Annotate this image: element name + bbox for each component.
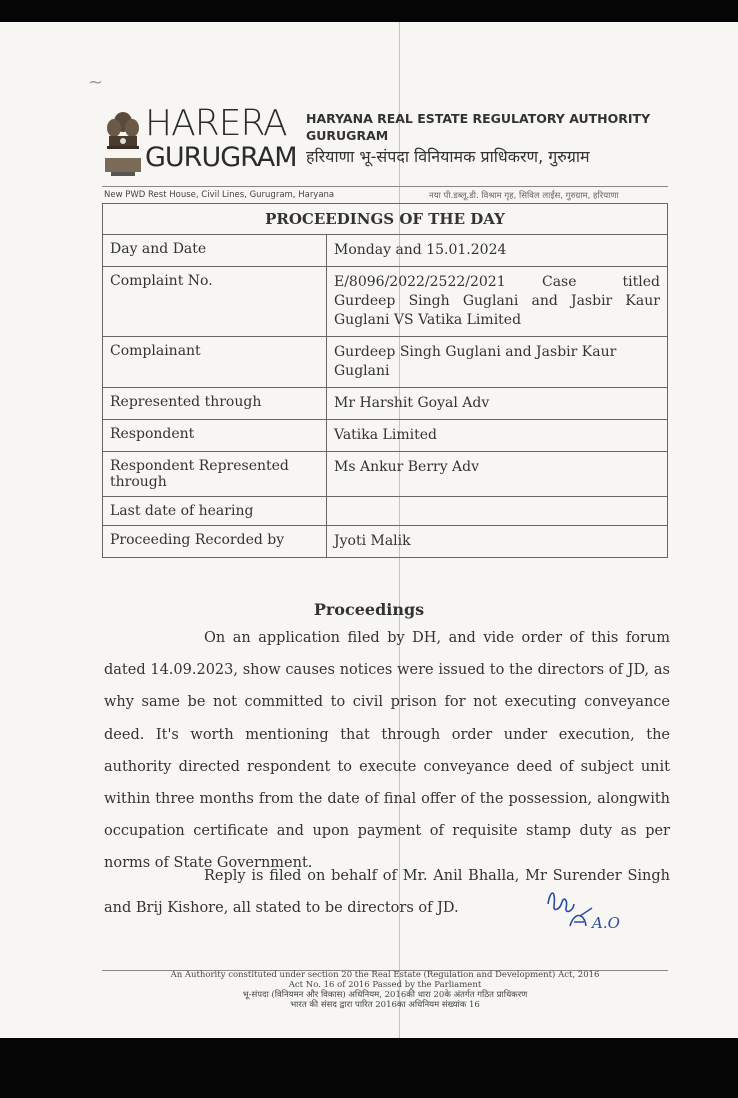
complaint-line-3: Guglani VS Vatika Limited <box>334 312 522 328</box>
address-line <box>104 190 664 200</box>
table-row <box>103 267 668 337</box>
footer: An Authority constituted under section 20 the Real Estate (Regulation and Development) Act, 2016 Act No. 16 of 2016 Passed by the Parliament भू-संपदा (विनियमन और विकास) अधिनियम, 2016की धारा 20के अंतर्गत गठित प्राधिकरण भारत की संसद द्वारा पारित 2016का अधिनियम संख्यांक 16 <box>170 970 600 1010</box>
pencil-mark: ~ <box>88 72 104 93</box>
row-label: Proceeding Recorded by <box>103 526 327 558</box>
row-label: Complaint No. <box>103 267 327 337</box>
proceedings-heading: Proceedings <box>313 600 425 619</box>
proceedings-paragraph-2: Reply is filed on behalf of Mr. Anil Bhalla, Mr Surender Singh and Brij Kishore, all stated to be directors of JD. <box>104 868 670 917</box>
proceedings-paragraph-1: On an application filed by DH, and vide order of this forum dated 14.09.2023, show causes notices were issued to the directors of JD, as why same be not committed to civil prison for not executing conveyance deed. It's worth mentioning that through order under execution, the authority directed respondent to execute conveyance deed of subject unit within three months from the date of final offer of the possession, alongwith occupation certificate and upon payment of requisite stamp duty as per norms of State Government. <box>104 630 670 872</box>
authority-name-en: HARYANA REAL ESTATE REGULATORY AUTHORITY GURUGRAM <box>306 111 651 143</box>
row-value: Mr Harshit Goyal Adv <box>327 388 668 420</box>
row-value: Ms Ankur Berry Adv <box>327 452 668 497</box>
row-label: Respondent <box>103 420 327 452</box>
document-page <box>0 22 738 1038</box>
table-row <box>103 497 668 526</box>
authority-name-hi: हरियाणा भू-संपदा विनियामक प्राधिकरण, गुरुग्राम <box>306 147 590 166</box>
table-title: PROCEEDINGS OF THE DAY <box>103 204 668 235</box>
table-row <box>103 388 668 420</box>
table-row <box>103 526 668 558</box>
row-value: Jyoti Malik <box>327 526 668 558</box>
bottom-bezel <box>0 1038 738 1098</box>
header-rule <box>102 186 668 187</box>
proceedings-table <box>102 203 668 558</box>
top-bezel <box>0 0 738 22</box>
signature <box>540 882 630 957</box>
state-emblem-icon <box>103 110 143 180</box>
logo-city: GURUGRAM <box>145 142 297 173</box>
row-label: Represented through <box>103 388 327 420</box>
address-en: New PWD Rest House, Civil Lines, Gurugram, Haryana <box>104 190 335 200</box>
table-row <box>103 235 668 267</box>
row-label: Respondent Represented through <box>103 452 327 497</box>
logo-wordmark: HARERA <box>145 103 287 144</box>
row-label: Day and Date <box>103 235 327 267</box>
table-row <box>103 452 668 497</box>
signature-initials: A.O <box>592 914 620 932</box>
table-row <box>103 337 668 388</box>
complaint-line-1: E/8096/2022/2522/2021 Case titled <box>334 274 660 290</box>
row-label: Last date of hearing <box>103 497 327 526</box>
row-value: Gurdeep Singh Guglani and Jasbir Kaur Guglani <box>327 337 668 388</box>
row-label: Complainant <box>103 337 327 388</box>
row-value: Monday and 15.01.2024 <box>327 235 668 267</box>
complaint-line-2: Gurdeep Singh Guglani and Jasbir Kaur <box>334 293 660 309</box>
row-value <box>327 497 668 526</box>
address-hi: नया पी.डब्लू.डी. विश्राम गृह, सिविल लाईंस, गुरुग्राम, हरियाणा <box>429 191 619 201</box>
row-value <box>327 267 668 337</box>
row-value: Vatika Limited <box>327 420 668 452</box>
table-row <box>103 420 668 452</box>
